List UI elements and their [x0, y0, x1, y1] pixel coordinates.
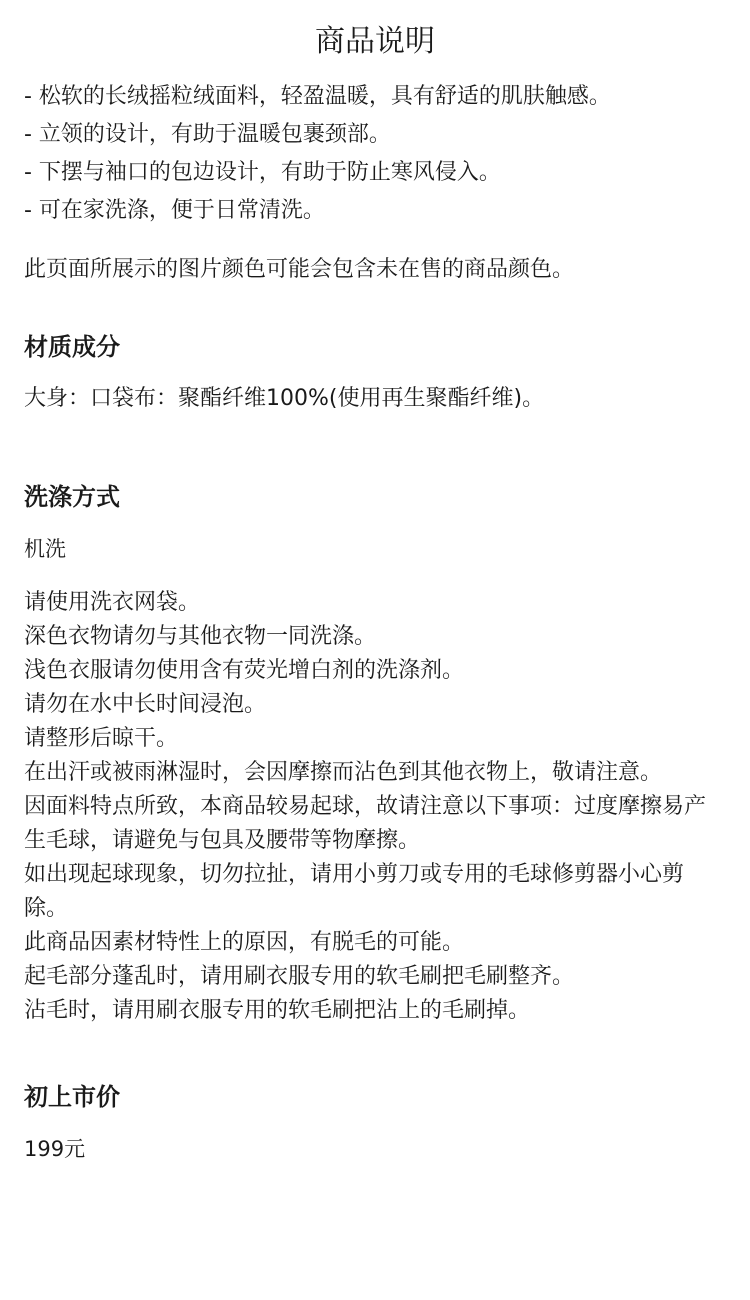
instruction-item: 请整形后晾干。 [24, 726, 179, 751]
instruction-item: 深色衣物请勿与其他衣物一同洗涤。 [24, 624, 377, 649]
price-heading: 初上市价 [24, 1083, 120, 1111]
instruction-item: 此商品因素材特性上的原因，有脱毛的可能。 [24, 930, 465, 955]
instruction-item: 因面料特点所致，本商品较易起球，故请注意以下事项：过度摩擦易产生毛球，请避免与包具及腰带等物摩擦。 [24, 794, 707, 853]
washing-instructions [24, 586, 726, 1028]
instruction-item: 沾毛时，请用刷衣服专用的软毛刷把沾上的毛刷掉。 [24, 998, 531, 1023]
material-heading: 材质成分 [24, 333, 120, 361]
price-value: 199元 [24, 1137, 86, 1161]
instruction-item: 浅色衣服请勿使用含有荧光增白剂的洗涤剂。 [24, 658, 465, 683]
instruction-item: 请勿在水中长时间浸泡。 [24, 692, 267, 717]
material-text: 大身：口袋布：聚酯纤维100%(使用再生聚酯纤维)。 [24, 386, 545, 411]
feature-item: - 下摆与袖口的包边设计，有助于防止寒风侵入。 [24, 160, 501, 185]
instruction-item: 如出现起球现象，切勿拉扯，请用小剪刀或专用的毛球修剪器小心剪除。 [24, 862, 685, 921]
instruction-item: 请使用洗衣网袋。 [24, 590, 201, 615]
washing-method: 机洗 [24, 537, 66, 561]
color-note: 此页面所展示的图片颜色可能会包含未在售的商品颜色。 [24, 257, 575, 282]
feature-item: - 松软的长绒摇粒绒面料，轻盈温暖，具有舒适的肌肤触感。 [24, 84, 611, 109]
feature-list [24, 78, 726, 230]
washing-heading: 洗涤方式 [24, 483, 120, 511]
instruction-item: 起毛部分蓬乱时，请用刷衣服专用的软毛刷把毛刷整齐。 [24, 964, 575, 989]
page-title: 商品说明 [315, 24, 435, 59]
feature-item: - 立领的设计，有助于温暖包裹颈部。 [24, 122, 391, 147]
instruction-item: 在出汗或被雨淋湿时，会因摩擦而沾色到其他衣物上，敬请注意。 [24, 760, 663, 785]
feature-item: - 可在家洗涤，便于日常清洗。 [24, 198, 325, 223]
